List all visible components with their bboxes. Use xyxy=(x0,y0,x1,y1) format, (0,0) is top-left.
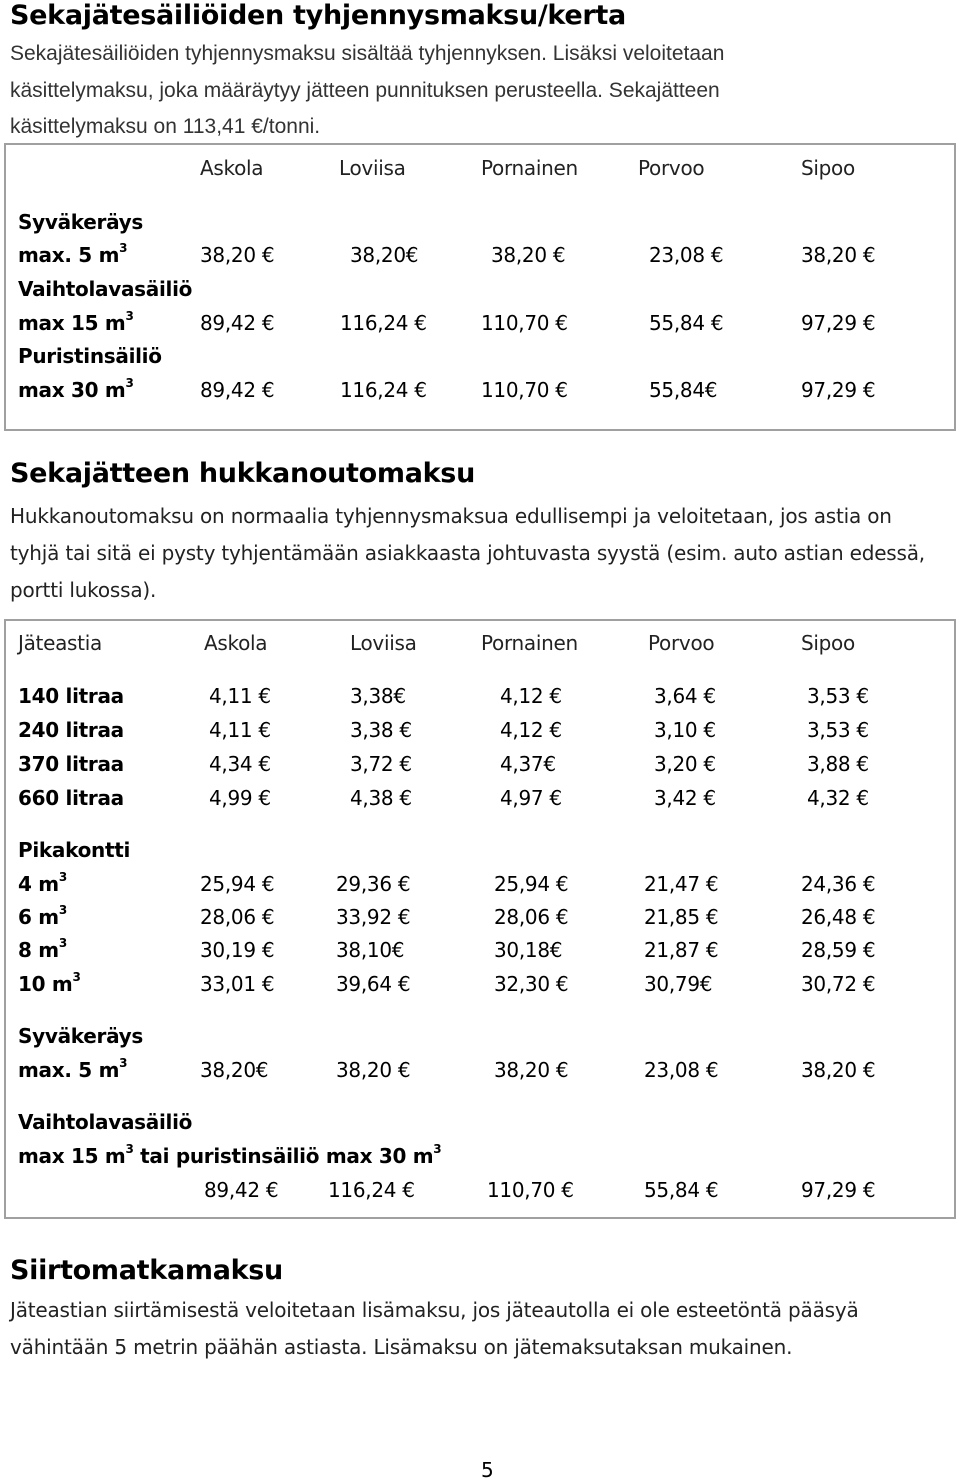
price-cell: 26,48 € xyxy=(801,905,876,929)
column-header: Porvoo xyxy=(648,631,715,655)
section1-intro xyxy=(10,36,724,146)
price-cell: 110,70 € xyxy=(487,1178,574,1202)
section2-intro-line: portti lukossa). xyxy=(10,578,157,602)
price-cell: 32,30 € xyxy=(494,972,569,996)
price-cell: 21,85 € xyxy=(644,905,719,929)
row-label: max 15 $m^3$ xyxy=(18,309,134,335)
price-cell: 110,70 € xyxy=(481,378,568,402)
price-cell: 4,37€ xyxy=(500,752,556,776)
price-cell: 3,64 € xyxy=(654,684,716,708)
price-cell: 89,42 € xyxy=(200,378,275,402)
price-cell: 30,18€ xyxy=(494,938,563,962)
price-cell: 110,70 € xyxy=(481,311,568,335)
price-cell: 3,53 € xyxy=(807,718,869,742)
price-cell: 24,36 € xyxy=(801,872,876,896)
price-cell: 38,20 € xyxy=(200,243,275,267)
section3-body-line: Jäteastian siirtämisestä veloitetaan lisämaksu, jos jäteautolla ei ole esteetöntä pääsyä xyxy=(10,1298,859,1322)
row-label: 4 $m^3$ xyxy=(18,870,67,896)
price-cell: 33,01 € xyxy=(200,972,275,996)
section2-intro-line: tyhjä tai sitä ei pysty tyhjentämään asiakkaasta johtuvasta syystä (esim. auto astian edessä, xyxy=(10,541,925,565)
price-cell: 4,11 € xyxy=(209,718,271,742)
row-label: 10 $m^3$ xyxy=(18,970,81,996)
row-label: Vaihtolavasäiliö xyxy=(18,1110,193,1134)
price-cell: 38,20 € xyxy=(491,243,566,267)
price-cell: 38,20 € xyxy=(801,243,876,267)
price-cell: 3,20 € xyxy=(654,752,716,776)
price-cell: 28,06 € xyxy=(200,905,275,929)
price-cell: 25,94 € xyxy=(494,872,569,896)
column-header: Loviisa xyxy=(339,156,406,180)
section3-title: Siirtomatkamaksu xyxy=(10,1255,283,1286)
row-label: Puristinsäiliö xyxy=(18,344,162,368)
section1-intro-line: käsittelymaksu on 113,41 €/tonni. xyxy=(10,115,321,138)
price-cell: 116,24 € xyxy=(328,1178,415,1202)
price-cell: 38,20€ xyxy=(350,243,419,267)
price-cell: 38,20€ xyxy=(200,1058,269,1082)
column-header: Askola xyxy=(204,631,268,655)
price-cell: 28,06 € xyxy=(494,905,569,929)
price-cell: 28,59 € xyxy=(801,938,876,962)
section2-title: Sekajätteen hukkanoutomaksu xyxy=(10,458,475,489)
price-cell: 97,29 € xyxy=(801,378,876,402)
row-label: max 30 $m^3$ xyxy=(18,376,134,402)
row-label: 370 litraa xyxy=(18,752,124,776)
price-cell: 4,34 € xyxy=(209,752,271,776)
price-cell: 29,36 € xyxy=(336,872,411,896)
section1-intro-line: Sekajätesäiliöiden tyhjennysmaksu sisältää tyhjennyksen. Lisäksi veloitetaan xyxy=(10,42,725,65)
price-cell: 21,47 € xyxy=(644,872,719,896)
price-cell: 3,53 € xyxy=(807,684,869,708)
price-cell: 30,72 € xyxy=(801,972,876,996)
price-cell: 89,42 € xyxy=(200,311,275,335)
section2-intro-line: Hukkanoutomaksu on normaalia tyhjennysmaksua edullisempi ja veloitetaan, jos astia on xyxy=(10,504,892,528)
price-cell: 97,29 € xyxy=(801,1178,876,1202)
price-cell: 3,42 € xyxy=(654,786,716,810)
price-cell: 3,88 € xyxy=(807,752,869,776)
price-cell: 38,20 € xyxy=(494,1058,569,1082)
pikakontti-label: Pikakontti xyxy=(18,838,131,862)
price-cell: 116,24 € xyxy=(340,378,427,402)
price-cell: 4,99 € xyxy=(209,786,271,810)
price-cell: 3,38€ xyxy=(350,684,406,708)
column-header: Sipoo xyxy=(801,631,855,655)
section1-title: Sekajätesäiliöiden tyhjennysmaksu/kerta xyxy=(10,0,626,31)
price-cell: 4,38 € xyxy=(350,786,412,810)
price-cell: 4,97 € xyxy=(500,786,562,810)
price-cell: 4,12 € xyxy=(500,718,562,742)
price-cell: 33,92 € xyxy=(336,905,411,929)
row-label: 140 litraa xyxy=(18,684,124,708)
price-cell: 4,12 € xyxy=(500,684,562,708)
column-header: Askola xyxy=(200,156,264,180)
price-cell: 4,32 € xyxy=(807,786,869,810)
section3-body-line: vähintään 5 metrin päähän astiasta. Lisämaksu on jätemaksutaksan mukainen. xyxy=(10,1335,793,1359)
price-cell: 4,11 € xyxy=(209,684,271,708)
row-label: 660 litraa xyxy=(18,786,124,810)
row-label: Vaihtolavasäiliö xyxy=(18,277,193,301)
price-cell: 97,29 € xyxy=(801,311,876,335)
column-header: Pornainen xyxy=(481,156,578,180)
row-label: max. 5 $m^3$ xyxy=(18,1056,128,1082)
price-cell: 38,20 € xyxy=(801,1058,876,1082)
section3-body xyxy=(10,1292,859,1366)
price-cell: 38,10€ xyxy=(336,938,405,962)
price-cell: 116,24 € xyxy=(340,311,427,335)
column-header: Pornainen xyxy=(481,631,578,655)
price-cell: 55,84€ xyxy=(649,378,718,402)
price-cell: 30,79€ xyxy=(644,972,713,996)
row-label: Syväkeräys xyxy=(18,1024,143,1048)
price-cell: 55,84 € xyxy=(644,1178,719,1202)
price-cell: 3,72 € xyxy=(350,752,412,776)
column-header: Jäteastia xyxy=(18,631,102,655)
column-header: Porvoo xyxy=(638,156,705,180)
column-header: Loviisa xyxy=(350,631,417,655)
column-header: Sipoo xyxy=(801,156,855,180)
row-label: Syväkeräys xyxy=(18,210,143,234)
price-cell: 21,87 € xyxy=(644,938,719,962)
row-label: 8 $m^3$ xyxy=(18,936,67,962)
price-cell: 89,42 € xyxy=(204,1178,279,1202)
row-label: max 15 $m^3$ tai puristinsäiliö max 30 $m^3$ xyxy=(18,1142,442,1168)
price-cell: 25,94 € xyxy=(200,872,275,896)
row-label: 240 litraa xyxy=(18,718,124,742)
price-cell: 23,08 € xyxy=(644,1058,719,1082)
price-cell: 38,20 € xyxy=(336,1058,411,1082)
row-label: 6 $m^3$ xyxy=(18,903,67,929)
price-cell: 3,38 € xyxy=(350,718,412,742)
section2-intro xyxy=(10,498,925,609)
row-label: max. 5 $m^3$ xyxy=(18,241,128,267)
section1-intro-line: käsittelymaksu, joka määräytyy jätteen punnituksen perusteella. Sekajätteen xyxy=(10,78,720,102)
price-cell: 55,84 € xyxy=(649,311,724,335)
price-cell: 39,64 € xyxy=(336,972,411,996)
page-number: 5 xyxy=(481,1458,494,1482)
price-cell: 30,19 € xyxy=(200,938,275,962)
price-cell: 23,08 € xyxy=(649,243,724,267)
price-cell: 3,10 € xyxy=(654,718,716,742)
